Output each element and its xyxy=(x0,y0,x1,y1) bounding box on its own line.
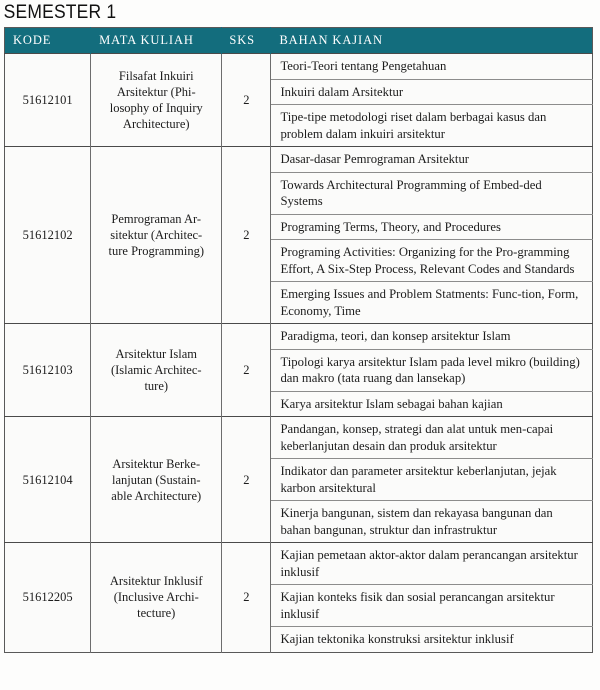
table-row xyxy=(5,543,593,585)
table-row xyxy=(5,54,593,80)
column-header-kode: KODE xyxy=(5,28,91,54)
cell-bahan-kajian: Kinerja bangunan, sistem dan rekayasa bangunan dan bahan bangunan, struktur dan infrastruktur xyxy=(271,501,593,543)
cell-mata-kuliah xyxy=(91,147,222,324)
cell-kode: 51612205 xyxy=(5,543,91,653)
cell-sks: 2 xyxy=(222,543,271,653)
cell-bahan-kajian: Kajian tektonika konstruksi arsitektur inklusif xyxy=(271,627,593,653)
cell-bahan-kajian: Inkuiri dalam Arsitektur xyxy=(271,79,593,105)
cell-bahan-kajian: Kajian pemetaan aktor-aktor dalam perancangan arsitektur inklusif xyxy=(271,543,593,585)
cell-bahan-kajian: Tipologi karya arsitektur Islam pada level mikro (building) dan makro (tata ruang dan lansekap) xyxy=(271,349,593,391)
mata-kuliah-line: Pemrograman Ar- xyxy=(111,212,202,226)
cell-bahan-kajian: Towards Architectural Programming of Embed-ded Systems xyxy=(271,172,593,214)
column-header-mata-kuliah: MATA KULIAH xyxy=(91,28,222,54)
table-row xyxy=(5,417,593,459)
cell-bahan-kajian: Teori-Teori tentang Pengetahuan xyxy=(271,54,593,80)
cell-mata-kuliah xyxy=(91,543,222,653)
mata-kuliah-line: Architecture) xyxy=(122,117,190,131)
cell-bahan-kajian: Tipe-tipe metodologi riset dalam berbagai kasus dan problem dalam inkuiri arsitektur xyxy=(271,105,593,147)
cell-bahan-kajian: Kajian konteks fisik dan sosial perancangan arsitektur inklusif xyxy=(271,585,593,627)
cell-sks: 2 xyxy=(222,417,271,543)
column-header-bahan-kajian: BAHAN KAJIAN xyxy=(271,28,593,54)
mata-kuliah-line: Arsitektur Inklusif xyxy=(109,574,203,589)
mata-kuliah-line: tecture) xyxy=(137,606,176,621)
cell-sks: 2 xyxy=(222,324,271,417)
cell-bahan-kajian: Indikator dan parameter arsitektur keberlanjutan, jejak karbon arsitektural xyxy=(271,459,593,501)
cell-sks: 2 xyxy=(222,54,271,147)
cell-kode: 51612102 xyxy=(5,147,91,324)
cell-bahan-kajian: Emerging Issues and Problem Statments: Func-tion, Form, Economy, Time xyxy=(271,282,593,324)
cell-bahan-kajian: Karya arsitektur Islam sebagai bahan kajian xyxy=(271,391,593,417)
mata-kuliah-line: Arsitektur Islam xyxy=(115,347,198,361)
cell-bahan-kajian: Programing Terms, Theory, and Procedures xyxy=(271,214,593,240)
mata-kuliah-line: Arsitektur Berke- xyxy=(112,456,201,471)
cell-bahan-kajian: Programing Activities: Organizing for the Pro-gramming Effort, A Six-Step Process, Relevant Codes and Standards xyxy=(271,240,593,282)
cell-kode: 51612104 xyxy=(5,417,91,543)
cell-sks: 2 xyxy=(222,147,271,324)
mata-kuliah-line: lanjutan (Sustain- xyxy=(111,472,201,487)
table-body xyxy=(5,54,593,653)
mata-kuliah-line: (Inclusive Archi- xyxy=(113,590,199,605)
mata-kuliah-line: sitektur (Architec- xyxy=(110,228,203,242)
table-header-row xyxy=(5,28,593,54)
cell-mata-kuliah xyxy=(91,417,222,543)
cell-mata-kuliah xyxy=(91,324,222,417)
mata-kuliah-line: Filsafat Inkuiri xyxy=(118,69,194,83)
table-header xyxy=(5,28,593,54)
curriculum-table xyxy=(4,27,593,653)
column-header-sks: SKS xyxy=(222,28,271,54)
mata-kuliah-line: Arsitektur (Phi- xyxy=(116,85,196,99)
page-title: SEMESTER 1 xyxy=(3,2,117,23)
cell-bahan-kajian: Dasar-dasar Pemrograman Arsitektur xyxy=(271,147,593,173)
mata-kuliah-line: able Architecture) xyxy=(111,488,202,503)
cell-kode: 51612101 xyxy=(5,54,91,147)
mata-kuliah-line: ture) xyxy=(144,379,169,393)
mata-kuliah-line: ture Programming) xyxy=(108,244,204,258)
table-row xyxy=(5,147,593,173)
mata-kuliah-line: losophy of Inquiry xyxy=(109,101,203,115)
cell-bahan-kajian: Paradigma, teori, dan konsep arsitektur Islam xyxy=(271,324,593,350)
cell-mata-kuliah xyxy=(91,54,222,147)
cell-bahan-kajian: Pandangan, konsep, strategi dan alat untuk men-capai keberlanjutan desain dan produk arsitektur xyxy=(271,417,593,459)
mata-kuliah-line: (Islamic Architec- xyxy=(110,363,202,377)
table-row xyxy=(5,324,593,350)
cell-kode: 51612103 xyxy=(5,324,91,417)
